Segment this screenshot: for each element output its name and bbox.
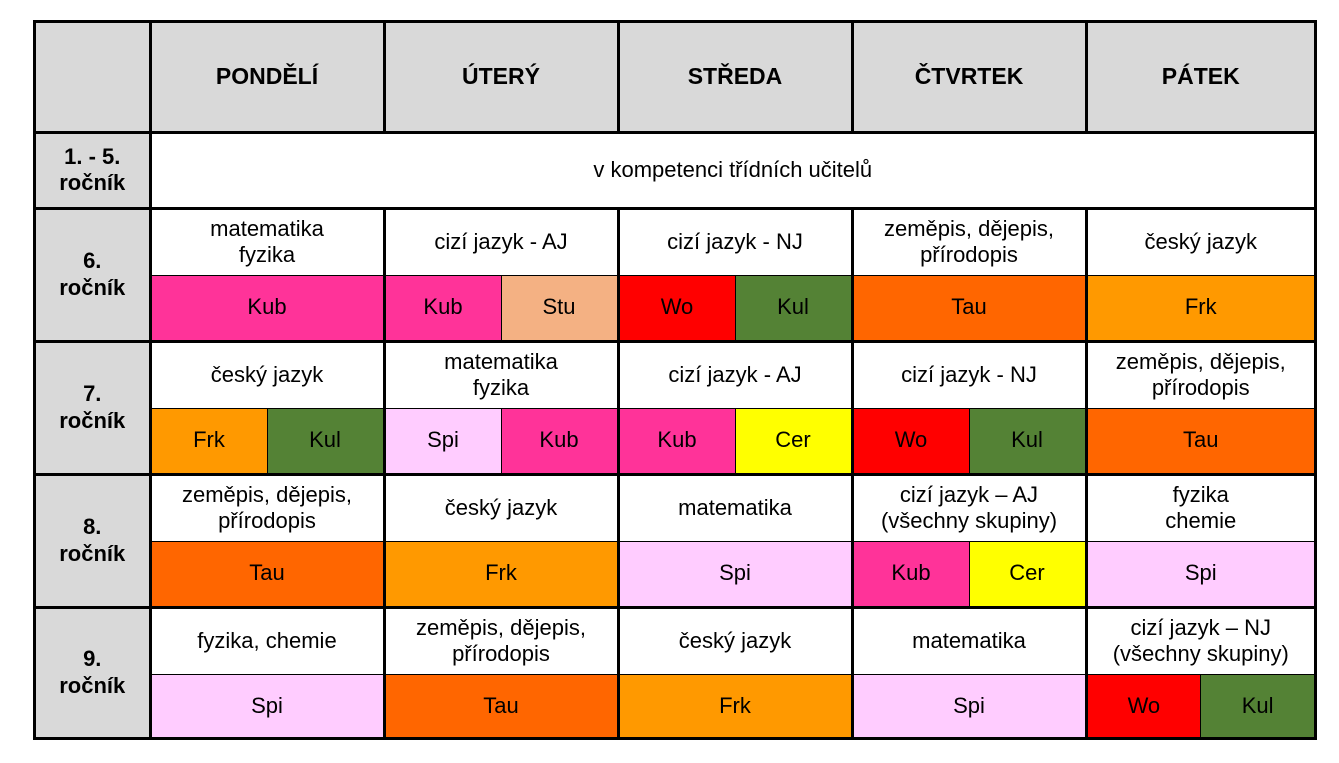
spanning-note: v kompetenci třídních učitelů [152,134,1315,207]
teacher-cell: Cer [970,542,1085,606]
teacher-cell: Frk [152,409,267,473]
teacher-cell: Stu [502,276,617,340]
grade-label: 1. - 5. ročník [36,134,149,207]
grade-label: 9. ročník [36,609,149,738]
teacher-cell: Tau [1088,409,1315,473]
teacher-cell: Wo [1088,675,1201,738]
subject-cell: matematika fyzika [152,210,383,275]
teacher-cell: Spi [854,675,1085,738]
day-header-1: PONDĚLÍ [152,23,383,131]
subject-cell: český jazyk [620,609,851,674]
subject-cell: český jazyk [386,476,617,541]
teacher-cell: Cer [736,409,851,473]
teacher-cell: Kul [1201,675,1314,738]
day-header-2: ÚTERÝ [386,23,617,131]
subject-cell: český jazyk [1088,210,1315,275]
subject-cell: cizí jazyk - AJ [386,210,617,275]
subject-cell: český jazyk [152,343,383,408]
teacher-cell: Kub [152,276,383,340]
teacher-cell: Kub [502,409,617,473]
teacher-cell: Tau [386,675,617,738]
subject-cell: zeměpis, dějepis, přírodopis [1088,343,1315,408]
subject-cell: cizí jazyk – NJ (všechny skupiny) [1088,609,1315,674]
subject-cell: fyzika chemie [1088,476,1315,541]
subject-cell: fyzika, chemie [152,609,383,674]
day-header-3: STŘEDA [620,23,851,131]
schedule-table [33,20,1317,740]
subject-cell: zeměpis, dějepis, přírodopis [854,210,1085,275]
header-corner [36,23,149,131]
subject-cell: zeměpis, dějepis, přírodopis [152,476,383,541]
teacher-cell: Kul [736,276,851,340]
teacher-cell: Kub [386,276,501,340]
subject-cell: matematika [854,609,1085,674]
subject-cell: cizí jazyk - NJ [620,210,851,275]
day-header-5: PÁTEK [1088,23,1315,131]
teacher-cell: Spi [386,409,501,473]
teacher-cell: Frk [620,675,851,738]
subject-cell: zeměpis, dějepis, přírodopis [386,609,617,674]
teacher-cell: Tau [854,276,1085,340]
teacher-cell: Tau [152,542,383,606]
teacher-cell: Wo [854,409,969,473]
teacher-cell: Frk [1088,276,1315,340]
teacher-cell: Kul [268,409,383,473]
grade-label: 7. ročník [36,343,149,473]
teacher-cell: Spi [152,675,383,738]
subject-cell: matematika [620,476,851,541]
teacher-cell: Kul [970,409,1085,473]
subject-cell: cizí jazyk - AJ [620,343,851,408]
day-header-4: ČTVRTEK [854,23,1085,131]
teacher-cell: Wo [620,276,735,340]
subject-cell: cizí jazyk - NJ [854,343,1085,408]
subject-cell: matematika fyzika [386,343,617,408]
teacher-cell: Spi [620,542,851,606]
grade-label: 8. ročník [36,476,149,606]
teacher-cell: Kub [620,409,735,473]
teacher-cell: Spi [1088,542,1315,606]
teacher-cell: Frk [386,542,617,606]
teacher-cell: Kub [854,542,969,606]
grade-label: 6. ročník [36,210,149,340]
subject-cell: cizí jazyk – AJ (všechny skupiny) [854,476,1085,541]
